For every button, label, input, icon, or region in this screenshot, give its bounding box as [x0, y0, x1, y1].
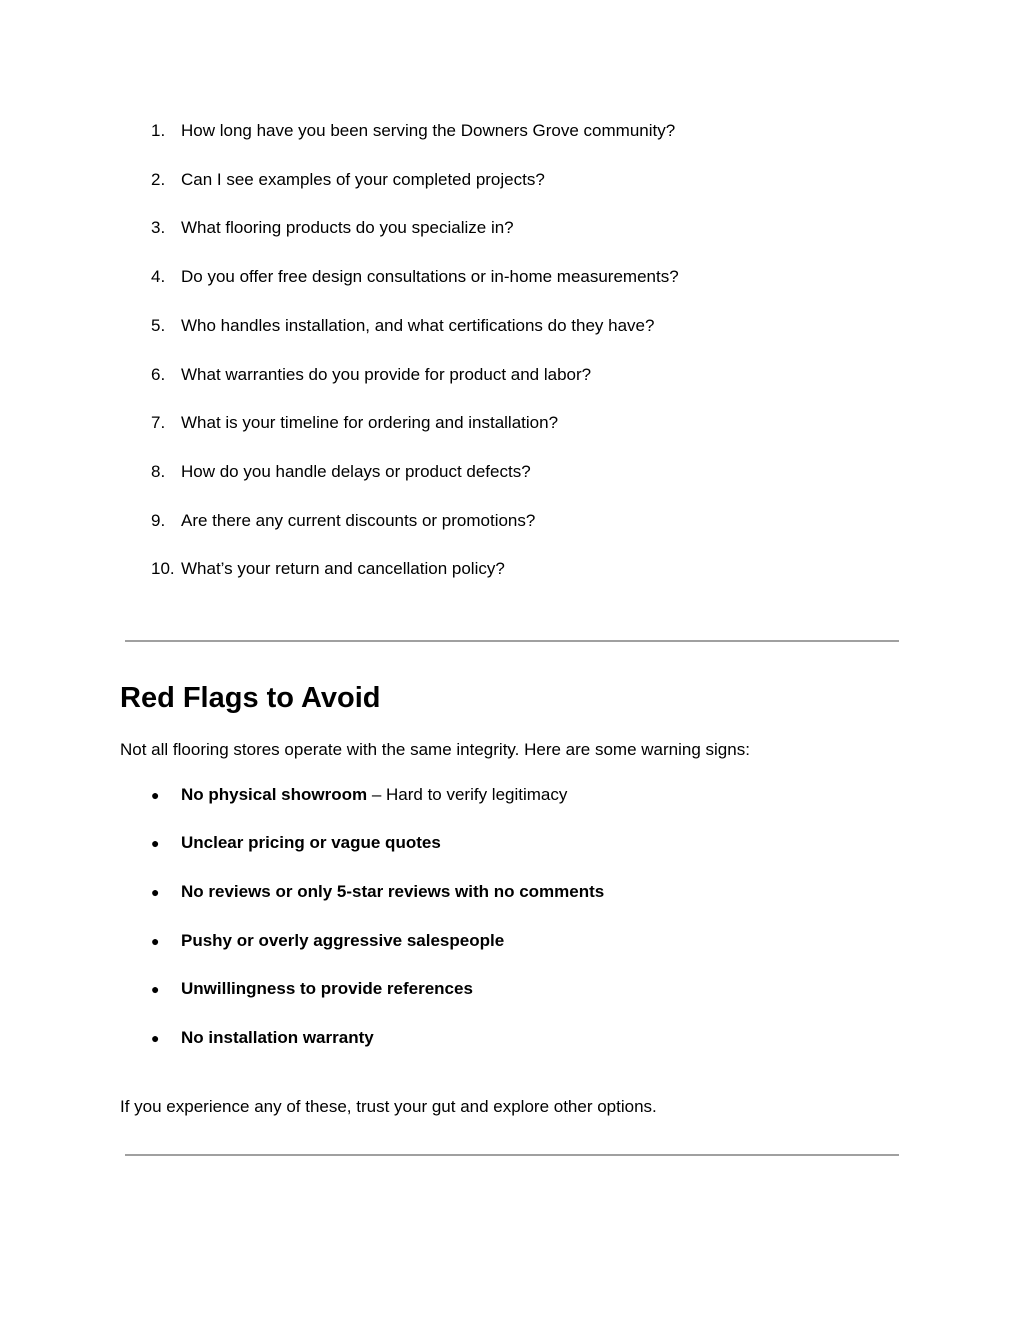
bullet-icon: ● [151, 933, 160, 949]
list-item-text: What’s your return and cancellation policy? [181, 559, 505, 578]
list-number: 6. [151, 365, 166, 384]
intro-paragraph: Not all flooring stores operate with the same integrity. Here are some warning signs: [120, 740, 750, 759]
list-item [151, 511, 535, 531]
list-item-text: What is your timeline for ordering and installation? [181, 413, 559, 432]
list-item [151, 365, 591, 385]
list-number: 9. [151, 511, 166, 530]
list-item-text: – Hard to verify legitimacy [367, 785, 568, 804]
list-item-bold-text: Pushy or overly aggressive salespeople [181, 931, 505, 950]
list-number: 5. [151, 316, 166, 335]
list-number: 3. [151, 218, 166, 237]
list-item-text: What flooring products do you specialize in? [181, 218, 514, 237]
list-item-bold-text: No reviews or only 5-star reviews with no comments [181, 882, 605, 901]
list-number: 7. [151, 413, 166, 432]
list-item-text: How do you handle delays or product defects? [181, 462, 531, 481]
list-item-text: How long have you been serving the Downers Grove community? [181, 121, 676, 140]
list-item [151, 559, 505, 579]
bullet-icon: ● [151, 1030, 160, 1046]
list-item-bold-text: Unwillingness to provide references [181, 979, 473, 998]
section-heading: Red Flags to Avoid [120, 682, 381, 714]
closing-paragraph: If you experience any of these, trust your gut and explore other options. [120, 1097, 657, 1116]
list-number: 10. [151, 559, 175, 578]
list-item [151, 1028, 374, 1048]
list-item-text: Who handles installation, and what certifications do they have? [181, 316, 655, 335]
list-number: 2. [151, 170, 166, 189]
bullet-icon: ● [151, 981, 160, 997]
list-item-text: Are there any current discounts or promotions? [181, 511, 536, 530]
list-item [151, 882, 604, 902]
list-item-bold-text: Unclear pricing or vague quotes [181, 833, 441, 852]
list-item [151, 462, 531, 482]
list-item [151, 121, 675, 141]
list-item-bold-text: No physical showroom [181, 785, 368, 804]
list-item [151, 316, 654, 336]
bullet-icon: ● [151, 787, 160, 803]
list-item [151, 785, 567, 805]
list-number: 1. [151, 121, 166, 140]
list-item [151, 833, 441, 853]
list-item [151, 267, 679, 287]
list-item-text: Can I see examples of your completed projects? [181, 170, 545, 189]
list-item [151, 170, 545, 190]
horizontal-divider [125, 1154, 899, 1156]
list-item-text: Do you offer free design consultations or in-home measurements? [181, 267, 679, 286]
list-item [151, 931, 504, 951]
list-number: 8. [151, 462, 166, 481]
bullet-icon: ● [151, 884, 160, 900]
list-item-bold-text: No installation warranty [181, 1028, 374, 1047]
list-item-text: What warranties do you provide for product and labor? [181, 365, 592, 384]
list-number: 4. [151, 267, 166, 286]
bullet-icon: ● [151, 835, 160, 851]
list-item [151, 979, 473, 999]
list-item [151, 218, 514, 238]
horizontal-divider [125, 640, 899, 642]
list-item [151, 413, 558, 433]
